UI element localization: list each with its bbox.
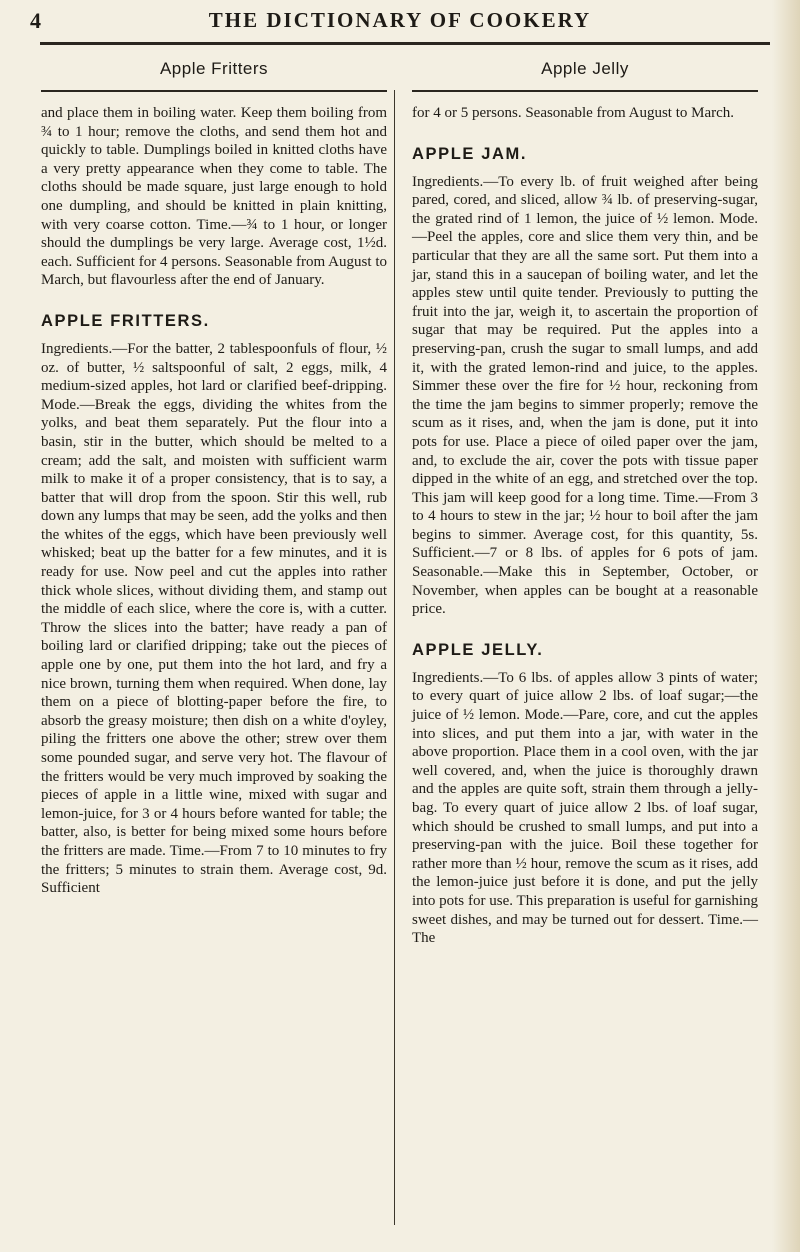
fritters-continuation: for 4 or 5 persons. Seasonable from August to March. [412, 105, 735, 121]
page-edge-shading [772, 0, 800, 1252]
book-title: THE DICTIONARY OF COOKERY [208, 8, 592, 32]
right-column-rule [412, 90, 758, 92]
running-head [0, 6, 800, 46]
left-column-header: Apple Fritters [159, 59, 269, 78]
right-column-header: Apple Jelly [541, 59, 629, 78]
left-column-rule [41, 90, 387, 92]
header-rule [40, 42, 770, 45]
dumplings-continuation: and place them in boiling water. Keep them boiling from ¾ to 1 hour; remove the cloths, and send them hot and quickly to table. Dumplings boiled in knitted cloths have a very pretty appearance when they come to table. The cloths should be made square, just large enough to hold one dumpling, and should be knitted in plain knitting, with very coarse cotton. Time.—¾ to 1 hour, or longer should the dumplings be very large. Average cost, 1½d. each. Sufficient for 4 persons. Seasonable from August to March, but flavourless after the end of January. [41, 105, 387, 289]
apple-jelly-text: Ingredients.—To 6 lbs. of apples allow 3 pints of water; to every quart of juice allow 2 lbs. of loaf sugar;—the juice of ½ lemon. Mode.—Pare, core, and cut the apples into slices, and put them into a jar, with water in the above proportion. Place them in a cool oven, with the jar well covered, and, when the juice is thoroughly drawn and the apples are quite soft, strain them through a jelly-bag. To every quart of juice allow 2 lbs. of loaf sugar, which should be crushed to small lumps, and put into a preserving-pan with the juice. Boil these together for rather more than ½ hour, remove the scum as it rises, add the lemon-juice just before it is done, and put the jelly into pots for use. This preparation is useful for garnishing sweet dishes, and may be turned out for dessert. Time.—The [412, 669, 758, 947]
page-number: 4 [30, 8, 41, 33]
right-column [412, 56, 758, 948]
apple-fritters-text: Ingredients.—For the batter, 2 tablespoonfuls of flour, ½ oz. of butter, ½ saltspoonful of salt, 2 eggs, milk, 4 medium-sized apples, hot lard or clarified beef-dripping. Mode.—Break the eggs, dividing the whites from the yolks, and beat them separately. Put the flour into a basin, stir in the butter, which should be melted to a cream; add the salt, and moisten with sufficient warm milk to make it of a proper consistency, that is to say, a batter that will drop from the spoon. Stir this well, rub down any lumps that may be seen, add the yolks and then the whites of the eggs, which have been previously well whisked; beat up the batter for a few minutes, and it is ready for use. Now peel and cut the apples into rather thick whole slices, without dividing them, and stamp out the middle of each slice, where the core is, with a cutter. Throw the slices into the batter; have ready a pan of boiling lard or clarified dripping; take out the pieces of apple one by one, put them into the hot lard, and fry a nice brown, turning them when required. When done, lay them on a piece of blotting-paper before the fire, to absorb the greasy moisture; then dish on a white d'oyley, piling the fritters one above the other; strew over them some pounded sugar, and serve very hot. The flavour of the fritters would be very much improved by soaking the pieces of apple in a little wine, mixed with sugar and lemon-juice, for 3 or 4 hours before wanted for table; the batter, also, is better for being mixed some hours before the fritters are made. Time.—From 7 to 10 minutes to fry the fritters; 5 minutes to strain them. Average cost, 9d. Sufficient [41, 340, 387, 897]
apple-jam-text: Ingredients.—To every lb. of fruit weighed after being pared, cored, and sliced, allow ¾ lb. of preserving-sugar, the grated rind of 1 lemon, the juice of ½ lemon. Mode.—Peel the apples, core and slice them very thin, and be particular that they are all the same sort. Put them into a jar, stand this in a saucepan of boiling water, and let the apples stew until quite tender. Previously to putting the fruit into the jar, weigh it, to ascertain the proportion of sugar that may be required. Put the apples into a preserving-pan, crush the sugar to small lumps, and add it, with the grated lemon-rind and juice, to the apples. Simmer these over the fire for ½ hour, reckoning from the time the jam begins to simmer properly; remove the scum as it rises, and, when the jam is done, put it into pots for use. Place a piece of oiled paper over the jam, and, to exclude the air, cover the pots with tissue paper dipped in the white of an egg, and stretched over the top. This jam will keep good for a long time. Time.—From 3 to 4 hours to stew in the jar; ½ hour to boil after the jam begins to simmer. Average cost, for this quantity, 5s. Sufficient.—7 or 8 lbs. of apples for 6 pots of jam. Seasonable.—Make this in September, October, or November, when apples can be bought at a reasonable price. [412, 173, 758, 618]
apple-jam-heading: APPLE JAM. [412, 144, 528, 163]
column-divider [394, 90, 395, 1225]
left-column [41, 56, 387, 898]
apple-jelly-heading: APPLE JELLY. [412, 640, 544, 659]
apple-fritters-heading: APPLE FRITTERS. [41, 311, 210, 330]
